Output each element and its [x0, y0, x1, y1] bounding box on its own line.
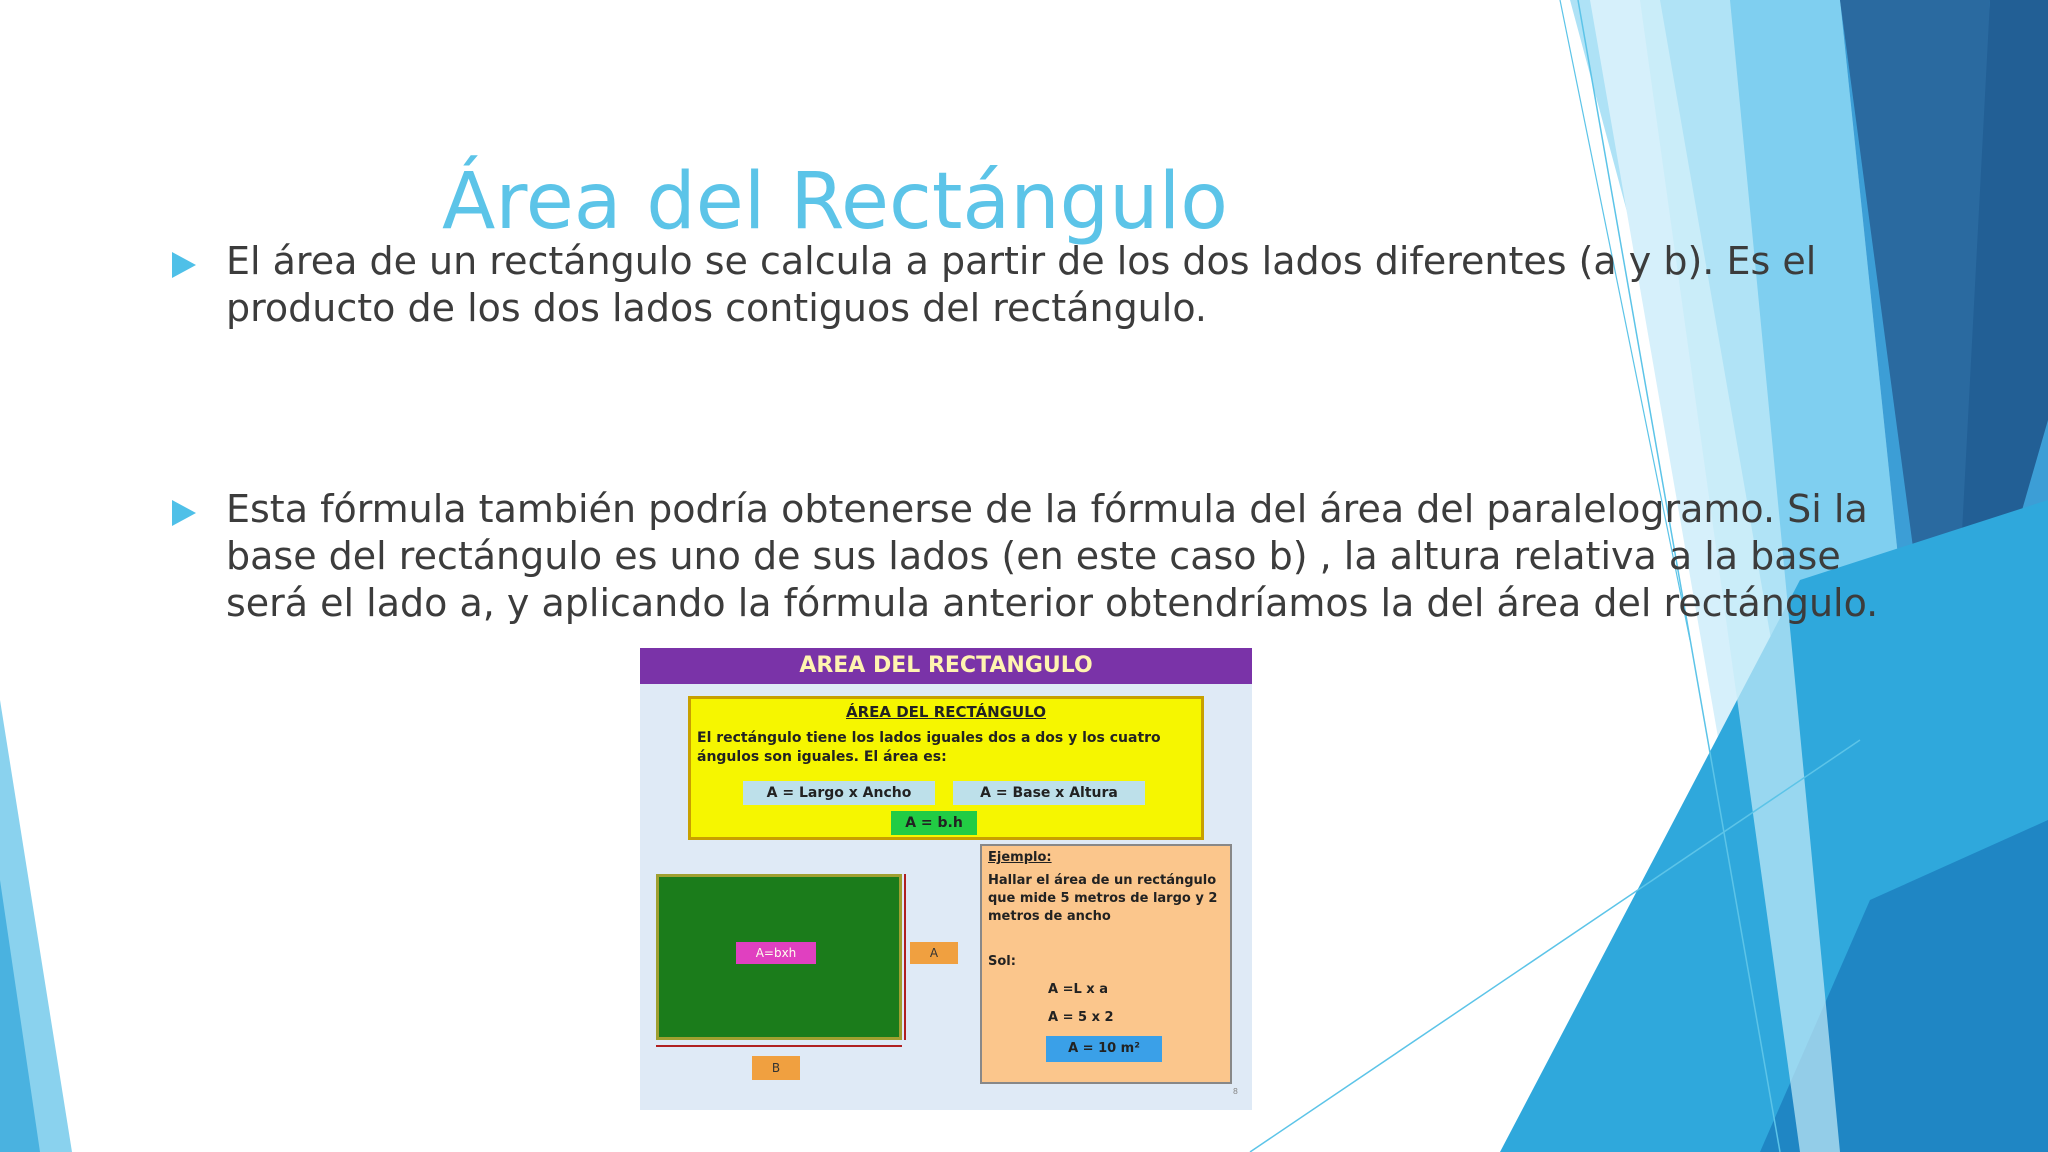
triangle-bullet-icon — [172, 500, 196, 526]
height-arrow — [904, 874, 906, 1040]
solution-result: A = 10 m² — [1046, 1036, 1162, 1062]
side-b-label: B — [752, 1056, 800, 1080]
bullet-text: El área de un rectángulo se calcula a partir de los dos lados diferentes (a y b). Es el producto de los dos lados contiguos del rectángulo. — [226, 239, 1817, 330]
bullet-item — [172, 486, 1932, 627]
side-a-label: A — [910, 942, 958, 964]
figure-header: AREA DEL RECTANGULO — [640, 648, 1252, 684]
solution-label: Sol: — [988, 954, 1016, 969]
definition-text: El rectángulo tiene los lados iguales dos a dos y los cuatro ángulos son iguales. El área es: — [697, 730, 1161, 765]
definition-title: ÁREA DEL RECTÁNGULO — [845, 703, 1047, 721]
solution-line: A =L x a — [1048, 982, 1108, 997]
formula-largo-ancho: A = Largo x Ancho — [743, 781, 935, 805]
slide-title: Área del Rectángulo — [442, 157, 1228, 248]
bullet-text: Esta fórmula también podría obtenerse de la fórmula del área del paralelogramo. Si la base del rectángulo es uno de sus lados (en este caso b) , la altura relativa a la base será el lado a, y aplicando la fórmula anterior obtendríamos la del área del rectángulo. — [226, 487, 1879, 625]
example-box — [980, 844, 1232, 1084]
shape-formula-label: A=bxh — [736, 942, 816, 964]
bullet-item — [172, 238, 1932, 332]
definition-box — [688, 696, 1204, 840]
solution-line: A = 5 x 2 — [1048, 1010, 1114, 1025]
figure-page-number: 8 — [1232, 1087, 1238, 1096]
base-arrow — [656, 1045, 902, 1047]
example-text: Hallar el área de un rectángulo que mide 5 metros de largo y 2 metros de ancho — [988, 873, 1218, 924]
example-title: Ejemplo: — [988, 850, 1052, 865]
rectangle-area-figure — [640, 648, 1252, 1110]
formula-bh: A = b.h — [891, 811, 977, 835]
formula-base-altura: A = Base x Altura — [953, 781, 1145, 805]
triangle-bullet-icon — [172, 252, 196, 278]
